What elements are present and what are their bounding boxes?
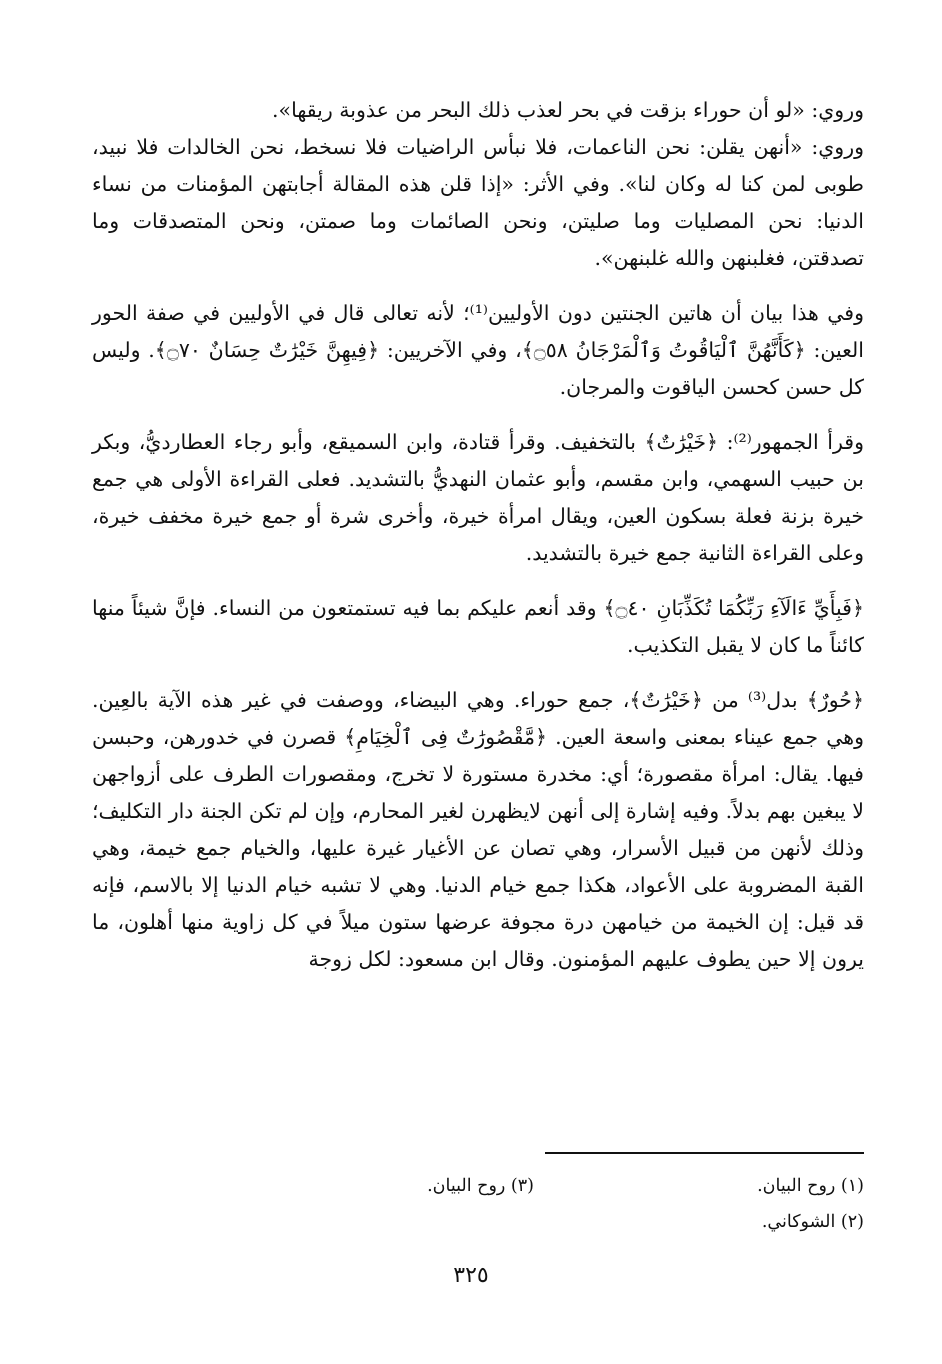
footnote-row bbox=[92, 1168, 864, 1204]
paragraph: وفي هذا بيان أن هاتين الجنتين دون الأوليين⁽¹⁾؛ لأنه تعالى قال في الأوليين في صفة الحور العين: ﴿كَأَنَّهُنَّ ٱلْيَاقُوتُ وَٱلْمَرْجَانُ ۝٥٨﴾، وفي الآخريين: ﴿فِيهِنَّ خَيْرَٰتٌ حِسَانٌ ۝٧٠﴾. وليس كل حسن كحسن الياقوت والمرجان. bbox=[92, 301, 864, 399]
footnote-3: (٣) روح البيان. bbox=[427, 1176, 534, 1196]
paragraph: وقرأ الجمهور⁽²⁾: ﴿خَيْرَٰتٌ﴾ بالتخفيف. وقرأ قتادة، وابن السميقع، وأبو رجاء العطارديُّ، وبكر بن حبيب السهمي، وابن مقسم، وأبو عثمان النهديُّ بالتشديد. فعلى القراءة الأولى هي جمع خيرة بزنة فعلة بسكون العين، ويقال امرأة خيرة، وأخرى شرة أو جمع خيرة مخفف خيرة، وعلى القراءة الثانية جمع خيرة بالتشديد. bbox=[92, 430, 864, 565]
paragraph: وروي: «أنهن يقلن: نحن الناعمات، فلا نبأس الراضيات فلا نسخط، نحن الخالدات فلا نبيد، طوبى لمن كنا له وكان لنا». وفي الأثر: «إذا قلن هذه المقالة أجابتهن المؤمنات من نساء الدنيا: نحن المصليات وما صليتن، ونحن الصائمات وما صمتن، ونحن المتصدقات وما تصدقتن، فغلبنهن والله غلبنهن». bbox=[92, 135, 864, 270]
footnote-divider bbox=[545, 1152, 864, 1154]
paragraph: وروي: «لو أن حوراء بزقت في بحر لعذب ذلك البحر من عذوبة ريقها». bbox=[272, 98, 864, 122]
footnote-1: (١) روح البيان. bbox=[757, 1176, 864, 1196]
footnote-row bbox=[92, 1204, 864, 1240]
page-number: ٣٢٥ bbox=[453, 1263, 489, 1288]
main-text bbox=[92, 92, 864, 996]
paragraph: ﴿فَبِأَيِّ ءَالَآءِ رَبِّكُمَا تُكَذِّبَانِ ۝٤٠﴾ وقد أنعم عليكم بما فيه تستمتعون من النساء. فإنَّ شيئاً منها كائناً ما كان لا يقبل التكذيب. bbox=[92, 596, 864, 657]
footnotes bbox=[92, 1168, 864, 1240]
paragraph: ﴿حُورٌ﴾ بدل⁽³⁾ من ﴿خَيْرَٰتٌ﴾، جمع حوراء. وهي البيضاء، ووصفت في غير هذه الآية بالعِين. وهي جمع عيناء بمعنى واسعة العين. ﴿مَّقْصُورَٰتٌ فِى ٱلْخِيَامِ﴾ قصرن في خدورهن، وحبسن فيها. يقال: امرأة مقصورة؛ أي: مخدرة مستورة لا تخرج، ومقصورات الطرف على أزواجهن لا يبغين بهم بدلاً. وفيه إشارة إلى أنهن لايظهرن لغير المحارم، وإن لم تكن الجنة دار التكليف؛ وذلك لأنهن من قبيل الأسرار، وهي تصان عن الأغيار غيرة عليها، والخيام جمع خيمة، وهي القبة المضروبة على الأعواد، هكذا جمع خيام الدنيا. وهي لا تشبه خيام الدنيا إلا بالاسم، فإنه قد قيل: إن الخيمة من خيامهن درة مجوفة عرضها ستون ميلاً في كل زاوية منها أهلون، ما يرون إلا حين يطوف عليهم المؤمنون. وقال ابن مسعود: لكل زوجة bbox=[92, 688, 864, 971]
footnote-2: (٢) الشوكاني. bbox=[761, 1212, 864, 1232]
